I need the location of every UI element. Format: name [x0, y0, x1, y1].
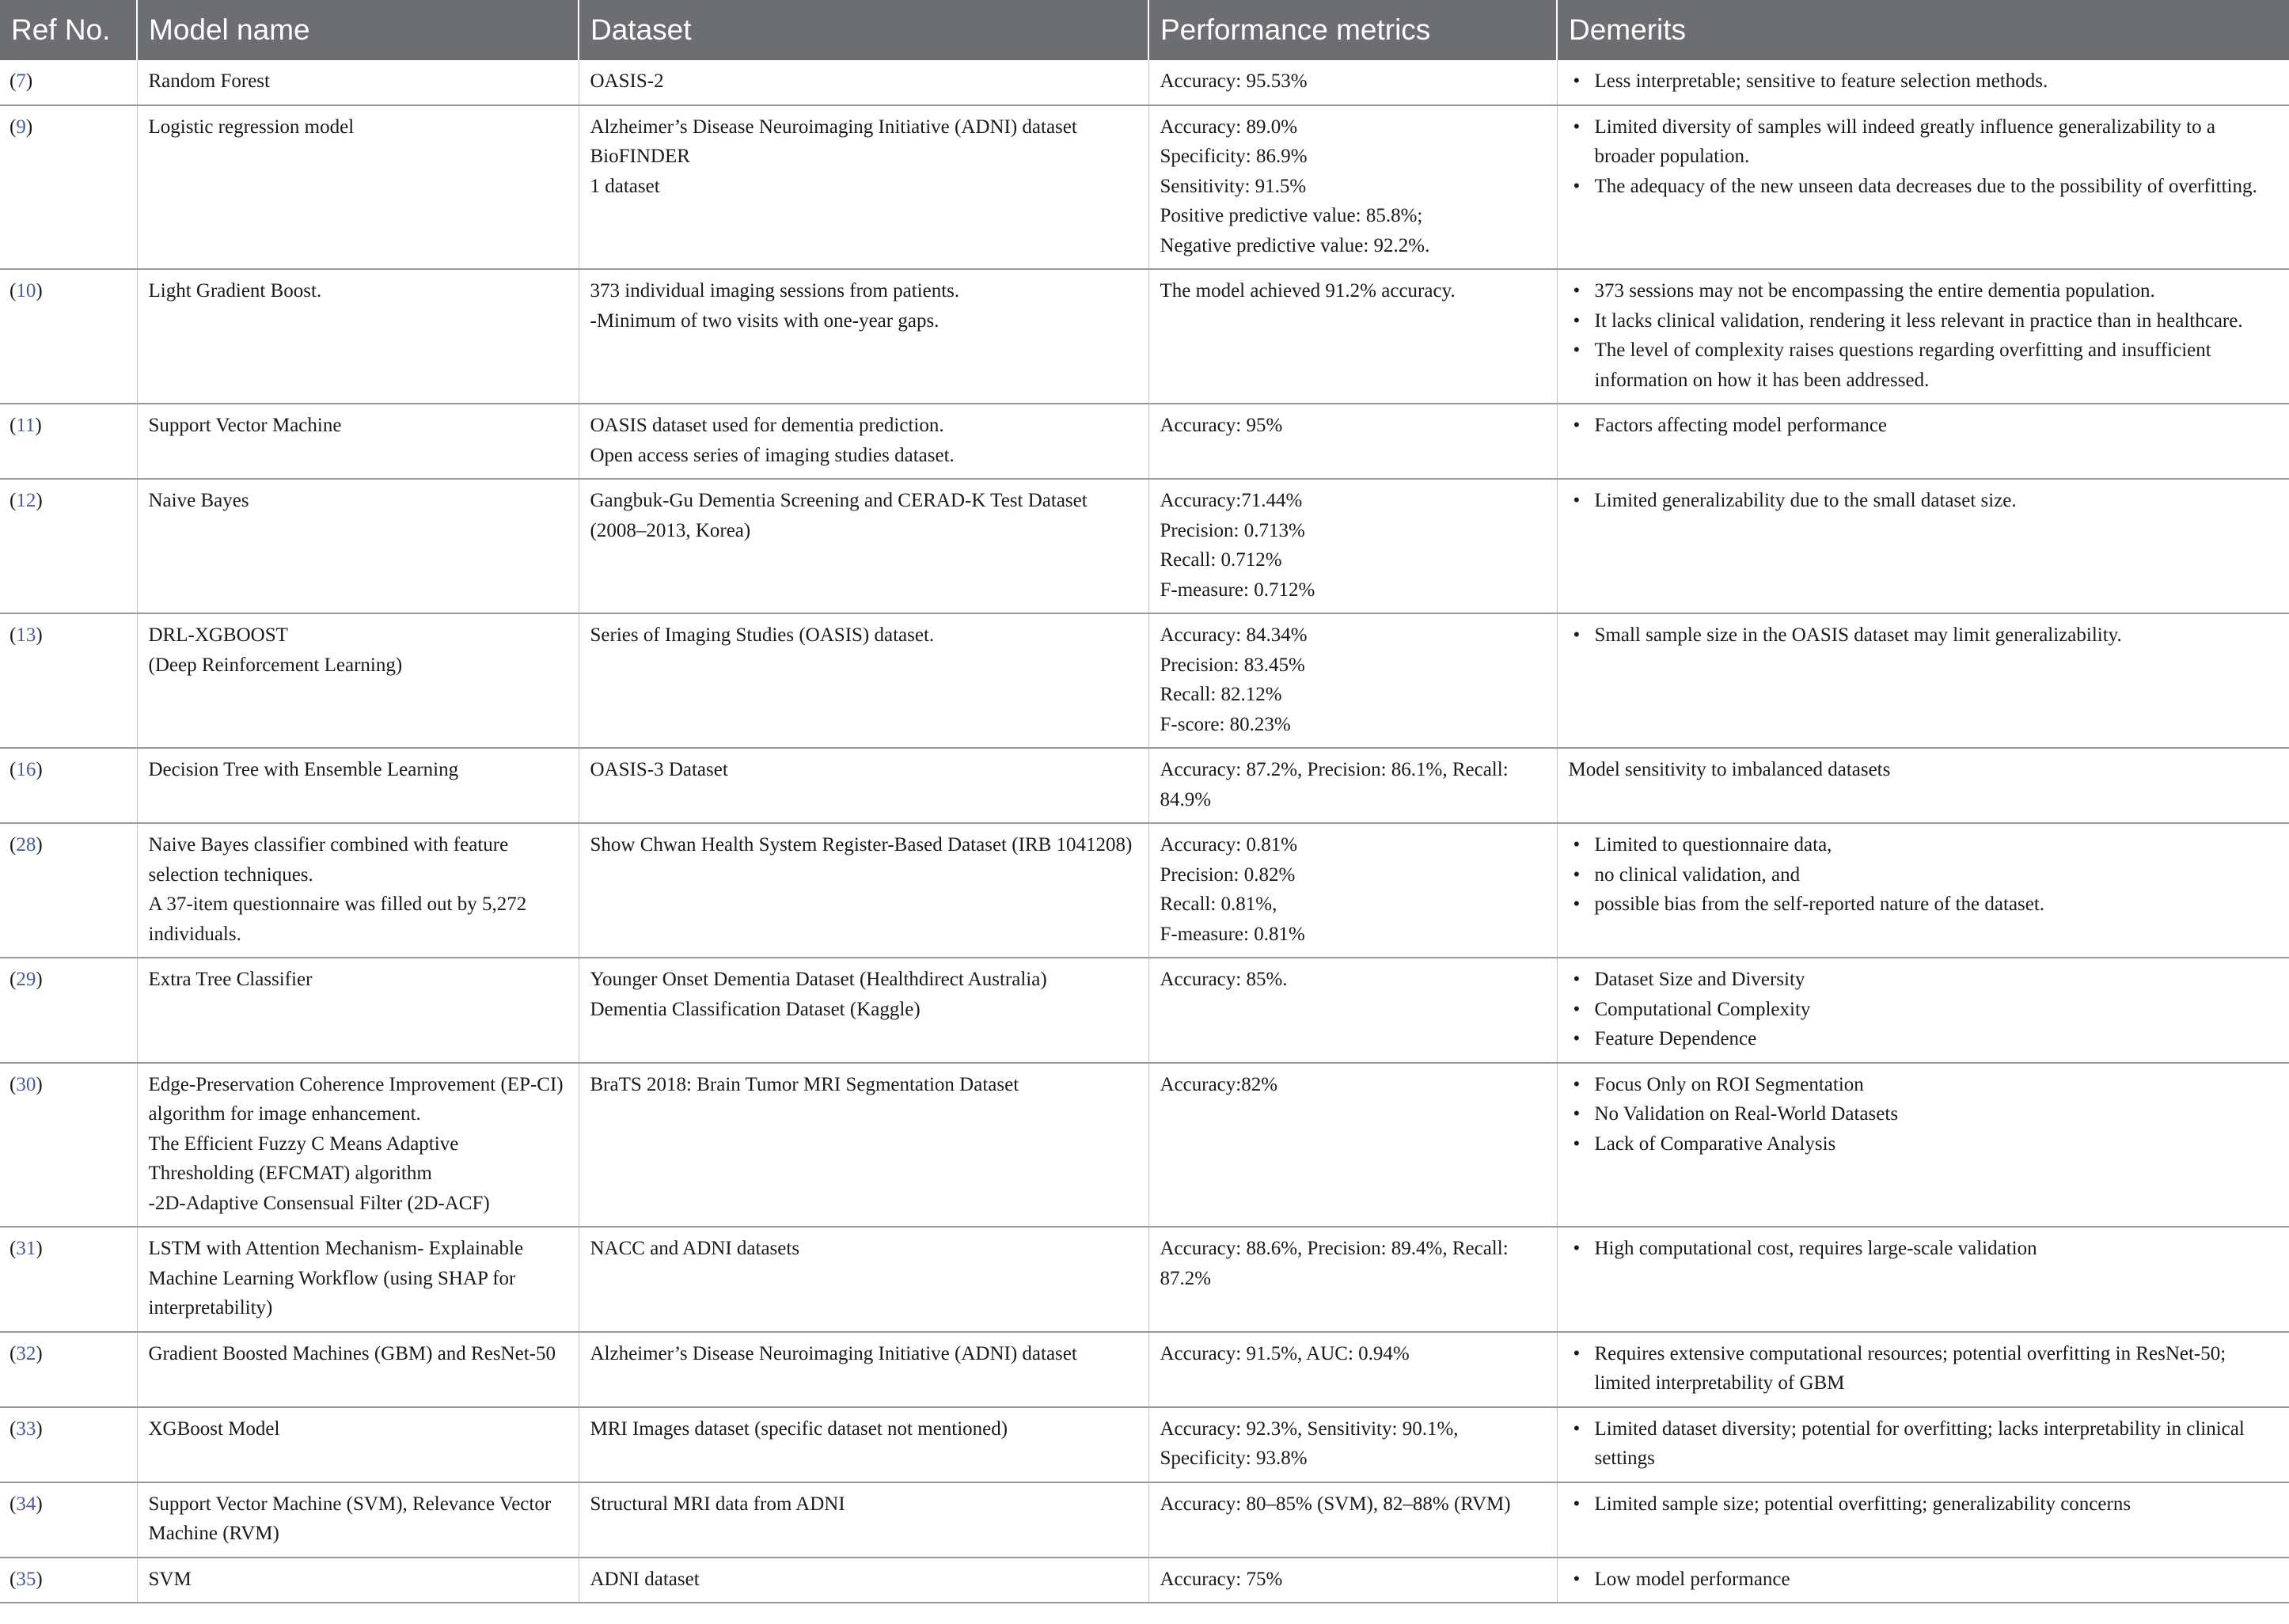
demerits-list [1569, 1565, 2279, 1595]
ref-cell [0, 958, 137, 1063]
reference-link[interactable]: 35 [16, 1568, 36, 1590]
demerit-item: • The adequacy of the new unseen data decreases due to the possibility of overfitting. [1569, 172, 2279, 202]
metric-line: Accuracy: 75% [1160, 1568, 1283, 1590]
ref-cell [0, 1407, 137, 1482]
table-row [0, 1558, 2289, 1603]
metrics-cell [1148, 404, 1557, 479]
demerits-cell [1557, 404, 2289, 479]
demerit-item: • possible bias from the self-reported nature of the dataset. [1569, 890, 2279, 920]
dataset-cell [579, 1482, 1148, 1558]
dataset-cell [579, 1063, 1148, 1227]
dataset-line: ADNI dataset [590, 1568, 700, 1590]
model-name-line: -2D-Adaptive Consensual Filter (2D-ACF) [148, 1192, 490, 1214]
reference-link[interactable]: 9 [16, 116, 26, 138]
demerits-cell [1557, 1407, 2289, 1482]
demerits-cell [1557, 748, 2289, 823]
metrics-cell [1148, 1063, 1557, 1227]
table-row [0, 1063, 2289, 1227]
close-paren: ) [35, 415, 42, 436]
reference-link[interactable]: 11 [16, 415, 36, 436]
model-name-line: Naive Bayes classifier combined with feature selection techniques. [148, 834, 509, 886]
metrics-cell [1148, 1332, 1557, 1407]
model-name-cell [137, 105, 579, 270]
demerit-item: • High computational cost, requires large-scale validation [1569, 1234, 2279, 1264]
dataset-cell [579, 613, 1148, 748]
metric-line: Accuracy:82% [1160, 1073, 1278, 1095]
close-paren: ) [36, 1073, 43, 1095]
demerit-item: • Less interpretable; sensitive to feature selection methods. [1569, 66, 2279, 97]
close-paren: ) [36, 1417, 43, 1440]
demerits-cell [1557, 1482, 2289, 1558]
open-paren: ( [9, 1417, 17, 1440]
demerits-cell [1557, 1332, 2289, 1407]
dataset-line: NACC and ADNI datasets [590, 1238, 800, 1259]
dataset-line: Alzheimer’s Disease Neuroimaging Initiative (ADNI) dataset [590, 116, 1077, 138]
model-name-cell [137, 479, 579, 613]
metric-line: The model achieved 91.2% accuracy. [1160, 280, 1456, 302]
open-paren: ( [9, 490, 17, 511]
dataset-line: Structural MRI data from ADNI [590, 1493, 845, 1515]
model-name-cell [137, 613, 579, 748]
model-name-cell [137, 60, 579, 105]
demerit-item: • Limited sample size; potential overfitting; generalizability concerns [1569, 1489, 2279, 1520]
reference-link[interactable]: 32 [16, 1342, 36, 1364]
dataset-line: OASIS dataset used for dementia prediction. [590, 415, 944, 436]
metrics-cell [1148, 748, 1557, 823]
ref-cell [0, 1332, 137, 1407]
model-name-cell [137, 1558, 579, 1603]
metrics-cell [1148, 479, 1557, 613]
ref-cell [0, 1227, 137, 1332]
metric-line: Accuracy: 95.53% [1160, 70, 1308, 92]
dataset-cell [579, 60, 1148, 105]
ref-cell [0, 823, 137, 958]
model-name-cell [137, 823, 579, 958]
model-name-line: Support Vector Machine (SVM), Relevance Vector Machine (RVM) [148, 1493, 552, 1544]
demerit-item: • Limited diversity of samples will indeed greatly influence generalizability to a broader population. [1569, 112, 2279, 172]
metric-line: Sensitivity: 91.5% [1160, 175, 1307, 197]
open-paren: ( [9, 1073, 17, 1095]
demerit-item: • Factors affecting model performance [1569, 411, 2279, 441]
close-paren: ) [36, 834, 43, 856]
metric-line: Accuracy: 80–85% (SVM), 82–88% (RVM) [1160, 1493, 1511, 1515]
model-name-line: SVM [148, 1568, 192, 1590]
demerits-cell [1557, 1558, 2289, 1603]
demerits-list [1569, 965, 2279, 1054]
dataset-line: Series of Imaging Studies (OASIS) dataset. [590, 624, 935, 646]
demerits-cell [1557, 823, 2289, 958]
model-name-line: LSTM with Attention Mechanism- Explainable Machine Learning Workflow (using SHAP for interpretability) [148, 1238, 524, 1319]
dataset-cell [579, 105, 1148, 270]
open-paren: ( [9, 415, 17, 436]
ref-cell [0, 1482, 137, 1558]
close-paren: ) [36, 759, 43, 780]
demerit-item: • It lacks clinical validation, rendering it less relevant in practice than in healthcare. [1569, 306, 2279, 336]
demerit-item: • Requires extensive computational resources; potential overfitting in ResNet-50; limited interpretability of GBM [1569, 1339, 2279, 1398]
demerit-item: • The level of complexity raises questions regarding overfitting and insufficient information on how it has been addressed. [1569, 336, 2279, 395]
dataset-line: BioFINDER [590, 146, 690, 167]
metrics-cell [1148, 1558, 1557, 1603]
open-paren: ( [9, 70, 17, 92]
model-name-line: XGBoost Model [148, 1417, 280, 1440]
close-paren: ) [36, 969, 43, 990]
close-paren: ) [36, 1568, 43, 1590]
model-name-line: Extra Tree Classifier [148, 969, 313, 990]
model-name-cell [137, 269, 579, 404]
model-name-line: A 37-item questionnaire was filled out by 5,272 individuals. [148, 894, 527, 945]
model-name-line: Naive Bayes [148, 490, 249, 511]
dataset-cell [579, 404, 1148, 479]
dataset-cell [579, 479, 1148, 613]
table-row [0, 1407, 2289, 1482]
ref-cell [0, 404, 137, 479]
metric-line: Accuracy: 84.34% [1160, 624, 1308, 646]
header-demerits[interactable]: Demerits [1557, 0, 2289, 60]
demerits-list [1569, 112, 2279, 202]
demerits-list [1569, 1414, 2279, 1474]
model-name-line: Gradient Boosted Machines (GBM) and ResNet-50 [148, 1342, 556, 1364]
demerit-item: • Limited generalizability due to the small dataset size. [1569, 486, 2279, 516]
model-name-cell [137, 958, 579, 1063]
reference-link[interactable]: 30 [16, 1073, 36, 1095]
reference-link[interactable]: 28 [16, 834, 36, 856]
metric-line: Accuracy: 92.3%, Sensitivity: 90.1%, Specificity: 93.8% [1160, 1417, 1459, 1469]
table-row [0, 60, 2289, 105]
metric-line: Recall: 0.81%, [1160, 894, 1277, 915]
open-paren: ( [9, 969, 17, 990]
model-name-cell [137, 1227, 579, 1332]
dataset-line: Open access series of imaging studies dataset. [590, 444, 955, 466]
metric-line: F-measure: 0.712% [1160, 579, 1315, 601]
metric-line: Accuracy: 91.5%, AUC: 0.94% [1160, 1342, 1410, 1364]
metrics-cell [1148, 1482, 1557, 1558]
demerit-item: • Feature Dependence [1569, 1024, 2279, 1054]
metric-line: Accuracy: 85%. [1160, 969, 1288, 990]
dataset-line: OASIS-2 [590, 70, 664, 92]
dataset-cell [579, 1332, 1148, 1407]
dataset-line: OASIS-3 Dataset [590, 759, 728, 780]
header-performance-metrics[interactable]: Performance metrics [1148, 0, 1557, 60]
metric-line: F-measure: 0.81% [1160, 923, 1305, 945]
header-dataset[interactable]: Dataset [579, 0, 1148, 60]
reference-link[interactable]: 29 [16, 969, 36, 990]
dataset-line: Dementia Classification Dataset (Kaggle) [590, 998, 921, 1020]
demerits-list [1569, 830, 2279, 920]
dataset-cell [579, 269, 1148, 404]
model-name-cell [137, 404, 579, 479]
close-paren: ) [36, 1238, 43, 1259]
model-name-line: DRL-XGBOOST [148, 624, 288, 646]
demerit-item: • Limited to questionnaire data, [1569, 830, 2279, 860]
ref-cell [0, 1558, 137, 1603]
dataset-cell [579, 748, 1148, 823]
table-row [0, 1482, 2289, 1558]
dataset-line: Show Chwan Health System Register-Based Dataset (IRB 1041208) [590, 834, 1133, 856]
dataset-cell [579, 1227, 1148, 1332]
demerits-cell [1557, 269, 2289, 404]
demerits-list [1569, 620, 2279, 651]
model-name-line: Logistic regression model [148, 116, 355, 138]
table-header [0, 0, 2289, 60]
open-paren: ( [9, 1342, 17, 1364]
demerits-cell [1557, 1227, 2289, 1332]
demerit-item: • Focus Only on ROI Segmentation [1569, 1070, 2279, 1100]
reference-link[interactable]: 7 [16, 70, 26, 92]
open-paren: ( [9, 1493, 17, 1515]
reference-link[interactable]: 10 [16, 280, 36, 302]
table-row [0, 1332, 2289, 1407]
demerits-list [1569, 486, 2279, 516]
ref-cell [0, 269, 137, 404]
model-name-line: Light Gradient Boost. [148, 280, 322, 302]
dataset-line: -Minimum of two visits with one-year gaps. [590, 309, 940, 332]
dataset-cell [579, 1407, 1148, 1482]
table-row [0, 613, 2289, 748]
table-row [0, 748, 2289, 823]
model-name-cell [137, 1482, 579, 1558]
table-row [0, 823, 2289, 958]
close-paren: ) [25, 116, 33, 138]
metric-line: Accuracy: 88.6%, Precision: 89.4%, Recall: 87.2% [1160, 1238, 1509, 1289]
metrics-cell [1148, 958, 1557, 1063]
demerits-cell [1557, 105, 2289, 270]
dataset-line: BraTS 2018: Brain Tumor MRI Segmentation Dataset [590, 1073, 1019, 1095]
metric-line: Recall: 82.12% [1160, 684, 1282, 705]
reference-link[interactable]: 12 [16, 490, 36, 511]
close-paren: ) [36, 1342, 43, 1364]
demerit-item: • Computational Complexity [1569, 995, 2279, 1025]
open-paren: ( [9, 624, 17, 646]
demerit-item: • Lack of Comparative Analysis [1569, 1129, 2279, 1159]
metric-line: Precision: 0.82% [1160, 863, 1296, 886]
model-name-line: (Deep Reinforcement Learning) [148, 654, 403, 676]
metric-line: Accuracy: 0.81% [1160, 834, 1298, 856]
metrics-cell [1148, 1407, 1557, 1482]
table-row [0, 404, 2289, 479]
demerit-item: • Low model performance [1569, 1565, 2279, 1595]
metrics-cell [1148, 823, 1557, 958]
open-paren: ( [9, 759, 17, 780]
metric-line: F-score: 80.23% [1160, 713, 1291, 735]
demerit-item: • Limited dataset diversity; potential for overfitting; lacks interpretability in clinical settings [1569, 1414, 2279, 1474]
table-row [0, 269, 2289, 404]
reference-link[interactable]: 13 [16, 624, 36, 646]
metrics-cell [1148, 60, 1557, 105]
demerit-item: • 373 sessions may not be encompassing the entire dementia population. [1569, 276, 2279, 306]
model-name-line: Random Forest [148, 70, 270, 92]
close-paren: ) [36, 1493, 43, 1515]
model-name-line: The Efficient Fuzzy C Means Adaptive Thresholding (EFCMAT) algorithm [148, 1133, 459, 1184]
metrics-cell [1148, 269, 1557, 404]
metric-line: Specificity: 86.9% [1160, 146, 1308, 167]
dataset-line: 1 dataset [590, 175, 660, 197]
reference-link[interactable]: 31 [16, 1238, 36, 1259]
metric-line: Recall: 0.712% [1160, 549, 1282, 571]
metrics-cell [1148, 1227, 1557, 1332]
model-name-cell [137, 1063, 579, 1227]
demerit-item: • Small sample size in the OASIS dataset may limit generalizability. [1569, 620, 2279, 651]
ref-cell [0, 60, 137, 105]
close-paren: ) [36, 490, 43, 511]
dataset-line: MRI Images dataset (specific dataset not mentioned) [590, 1417, 1008, 1440]
open-paren: ( [9, 116, 17, 138]
table-row [0, 479, 2289, 613]
metric-line: Accuracy: 87.2%, Precision: 86.1%, Recall: 84.9% [1160, 759, 1509, 810]
dataset-cell [579, 1558, 1148, 1603]
demerits-cell [1557, 613, 2289, 748]
dataset-line: Alzheimer’s Disease Neuroimaging Initiative (ADNI) dataset [590, 1342, 1077, 1364]
demerit-item: • no clinical validation, and [1569, 860, 2279, 890]
ref-cell [0, 1063, 137, 1227]
open-paren: ( [9, 1568, 17, 1590]
demerit-item: • No Validation on Real-World Datasets [1569, 1099, 2279, 1129]
demerit-text: Model sensitivity to imbalanced datasets [1568, 759, 1891, 780]
metric-line: Precision: 0.713% [1160, 519, 1305, 541]
dataset-cell [579, 958, 1148, 1063]
metric-line: Negative predictive value: 92.2%. [1160, 234, 1430, 256]
metric-line: Accuracy:71.44% [1160, 490, 1303, 511]
model-name-line: Edge-Preservation Coherence Improvement (EP-CI) algorithm for image enhancement. [148, 1073, 564, 1125]
demerits-list [1569, 411, 2279, 441]
table-row [0, 958, 2289, 1063]
demerits-list [1569, 1234, 2279, 1264]
model-name-cell [137, 748, 579, 823]
demerits-list [1569, 66, 2279, 97]
ref-cell [0, 105, 137, 270]
close-paren: ) [36, 624, 43, 646]
demerits-list [1569, 276, 2279, 395]
dataset-line: Gangbuk-Gu Dementia Screening and CERAD-K Test Dataset (2008–2013, Korea) [590, 490, 1088, 541]
metric-line: Positive predictive value: 85.8%; [1160, 205, 1423, 226]
demerits-cell [1557, 1063, 2289, 1227]
metric-line: Precision: 83.45% [1160, 654, 1305, 676]
header-row [0, 0, 2289, 60]
header-model-name[interactable]: Model name [137, 0, 579, 60]
metric-line: Accuracy: 95% [1160, 415, 1283, 436]
demerits-cell [1557, 479, 2289, 613]
ref-cell [0, 748, 137, 823]
metrics-cell [1148, 613, 1557, 748]
dataset-line: 373 individual imaging sessions from patients. [590, 280, 960, 302]
ref-cell [0, 613, 137, 748]
ref-cell [0, 479, 137, 613]
demerits-list [1569, 1070, 2279, 1159]
model-name-cell [137, 1407, 579, 1482]
table-row [0, 1227, 2289, 1332]
open-paren: ( [9, 1238, 17, 1259]
header-ref-no[interactable]: Ref No. [0, 0, 137, 60]
demerits-list [1569, 1339, 2279, 1398]
demerits-cell [1557, 958, 2289, 1063]
metric-line: Accuracy: 89.0% [1160, 116, 1298, 138]
reference-link[interactable]: 33 [16, 1417, 36, 1440]
model-name-cell [137, 1332, 579, 1407]
model-name-line: Decision Tree with Ensemble Learning [148, 759, 459, 780]
table-body [0, 60, 2289, 1603]
reference-link[interactable]: 34 [16, 1493, 36, 1515]
demerits-cell [1557, 60, 2289, 105]
model-name-line: Support Vector Machine [148, 415, 342, 436]
open-paren: ( [9, 834, 17, 856]
demerit-item: • Dataset Size and Diversity [1569, 965, 2279, 995]
table-row [0, 105, 2289, 270]
close-paren: ) [36, 280, 43, 302]
dataset-cell [579, 823, 1148, 958]
open-paren: ( [9, 280, 17, 302]
demerits-list [1569, 1489, 2279, 1520]
close-paren: ) [25, 70, 33, 92]
reference-link[interactable]: 16 [16, 759, 36, 780]
metrics-cell [1148, 105, 1557, 270]
dataset-line: Younger Onset Dementia Dataset (Healthdirect Australia) [590, 969, 1047, 990]
